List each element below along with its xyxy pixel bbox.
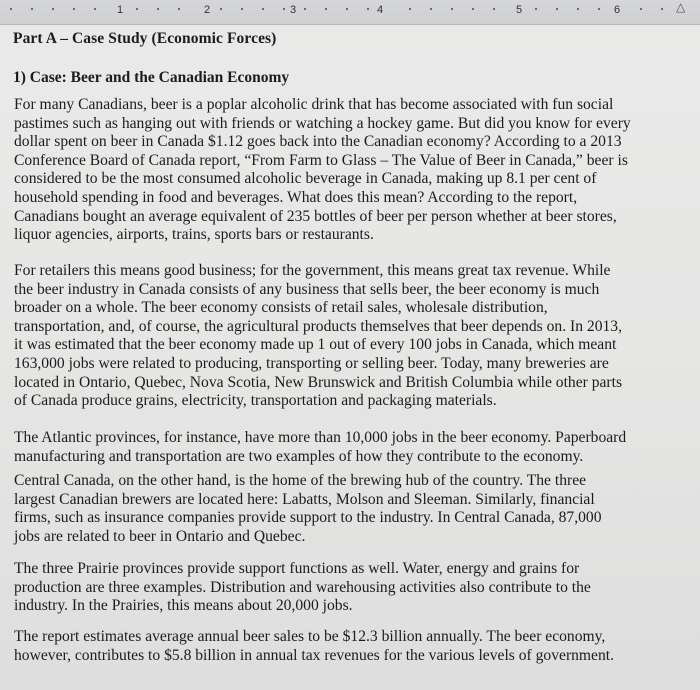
ruler-tick bbox=[304, 8, 306, 10]
ruler-tick bbox=[136, 8, 138, 10]
horizontal-ruler[interactable] bbox=[0, 0, 700, 25]
ruler-tick bbox=[430, 8, 432, 10]
case-title: 1) Case: Beer and the Canadian Economy bbox=[13, 69, 290, 86]
ruler-tick bbox=[577, 8, 579, 10]
ruler-tick bbox=[262, 8, 264, 10]
ruler-tick bbox=[31, 8, 33, 10]
paragraph-sales: The report estimates average annual beer sales to be $12.3 billion annually. The beer economy, however, contributes to $5.8 billion in annual tax revenues for the various levels of government. bbox=[14, 628, 615, 664]
ruler-tick bbox=[409, 8, 411, 10]
ruler-tick bbox=[556, 8, 558, 10]
ruler-tick bbox=[472, 8, 474, 10]
ruler-tick bbox=[367, 8, 369, 10]
ruler-tick bbox=[241, 8, 243, 10]
ruler-number-1: 1 bbox=[117, 4, 124, 16]
ruler-tick bbox=[220, 8, 222, 10]
ruler-tick bbox=[178, 8, 180, 10]
paragraph-central: Central Canada, on the other hand, is the home of the brewing hub of the country. The three largest Canadian brewers are located here: Labatts, Molson and Sleeman. Similarly, financial firms, such as insurance companies provide support to the industry. In Central Canada, 87,000 jobs are related to beer in Ontario and Quebec. bbox=[14, 472, 602, 545]
ruler-tick bbox=[598, 8, 600, 10]
ruler-number-6: 6 bbox=[614, 4, 621, 16]
ruler-tick bbox=[10, 8, 12, 10]
ruler-number-5: 5 bbox=[516, 4, 523, 16]
ruler-tick bbox=[346, 8, 348, 10]
paragraph-atlantic: The Atlantic provinces, for instance, have more than 10,000 jobs in the beer economy. Paperboard manufacturing and transportation are two examples of how they contribute to the economy. bbox=[14, 429, 627, 465]
ruler-tick bbox=[493, 8, 495, 10]
document-page bbox=[0, 25, 700, 690]
paragraph-intro: For many Canadians, beer is a poplar alcoholic drink that has become associated with fun social pastimes such as hanging out with friends or watching a hockey game. But did you know for every dollar spent on beer in Canada $1.12 goes back into the Canadian economy? According to a 2013 Conference Board of Canada report, “From Farm to Glass – The Value of Beer in Canada,” beer is considered to be the most consumed alcoholic beverage in Canada, making up 8.1 per cent of household spending in food and beverages. What does this mean? According to the report, Canadians bought an average equivalent of 235 bottles of beer per person whether at beer stores, liquor agencies, airports, trains, sports bars or restaurants. bbox=[14, 96, 631, 244]
paragraph-retailers: For retailers this means good business; for the government, this means great tax revenue. While the beer industry in Canada consists of any business that sells beer, the beer economy is much broader on a whole. The beer economy consists of retail sales, wholesale distribution, transportation, and, of course, the agricultural products themselves that beer depends on. In 2013, it was estimated that the beer economy made up 1 out of every 100 jobs in Canada, which meant 163,000 jobs were related to producing, transporting or selling beer. Today, many breweries are located in Ontario, Quebec, Nova Scotia, New Brunswick and British Columbia while other parts of Canada produce grains, electricity, transportation and packaging materials. bbox=[14, 262, 623, 410]
part-title: Part A – Case Study (Economic Forces) bbox=[13, 30, 277, 47]
ruler-number-4: 4 bbox=[377, 4, 384, 16]
right-indent-marker-icon[interactable]: △ bbox=[676, 0, 686, 14]
ruler-tick bbox=[52, 8, 54, 10]
paragraph-prairies: The three Prairie provinces provide support functions as well. Water, energy and grains for production are three examples. Distribution and warehousing activities also contribute to the industry. In the Prairies, this means about 20,000 jobs. bbox=[14, 560, 591, 615]
ruler-number-3: 3 bbox=[290, 4, 297, 16]
ruler-number-2: 2 bbox=[204, 4, 211, 16]
ruler-tick bbox=[73, 8, 75, 10]
ruler-tick bbox=[661, 8, 663, 10]
ruler-tick bbox=[157, 8, 159, 10]
ruler-tick bbox=[325, 8, 327, 10]
ruler-tick bbox=[640, 8, 642, 10]
ruler-tick bbox=[451, 8, 453, 10]
ruler-tick bbox=[535, 8, 537, 10]
ruler-tick bbox=[283, 8, 285, 10]
ruler-tick bbox=[94, 8, 96, 10]
